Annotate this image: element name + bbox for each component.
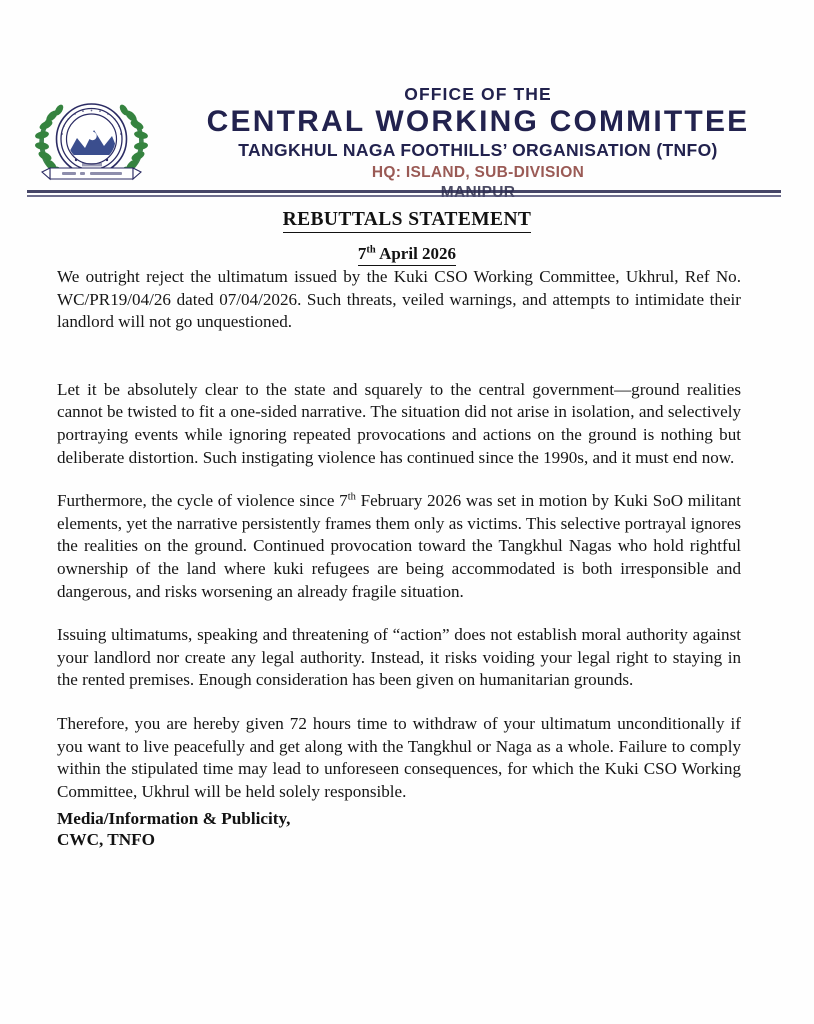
paragraph-3-lead: Furthermore, the cycle of violence since [57,491,340,511]
paragraph-5: Therefore, you are hereby given 72 hours time to withdraw of your ultimatum unconditionally if you want to live peacefully and get along with the Tangkhul or Naga as a whole. Failure to comply within the stipulated time may lead to unforeseen consequences, for which the Kuki CSO Working Committee, Ukhrul will be held solely responsible. [57,713,741,801]
paragraph-3 [57,490,741,603]
organisation-titles [160,84,796,203]
paragraph-4: Issuing ultimatums, speaking and threatening of “action” does not establish moral authority against your landlord nor create any legal authority. Instead, it risks voiding your legal right to staying in the rented premises. Enough consideration has been given on humanitarian grounds. [57,625,741,690]
header-divider [27,190,781,199]
paragraph-spacer-1 [57,469,741,490]
title-row [0,208,814,233]
letterhead [0,84,814,188]
date-row [0,239,814,265]
signoff-line-2: CWC, TNFO [57,830,156,849]
tnfo-emblem-logo [28,86,156,188]
paragraph-3-date-day: 7 [339,491,348,511]
divider-rule-thin [27,195,781,197]
document-date [358,244,456,265]
paragraph-spacer-3 [57,692,741,713]
paragraph-1: We outright reject the ultimatum issued by the Kuki CSO Working Committee, Ukhrul, Ref No. WC/PR19/04/26 dated 07/04/2026. Such threats, veiled warnings, and attempts to intimidate their landlord will not go unquestioned. [57,267,741,332]
date-day: 7 [357,244,367,264]
headquarters-line: HQ: ISLAND, SUB-DIVISION [371,164,585,182]
document-title-block [0,208,814,266]
signoff-block [57,808,290,850]
paragraph-spacer-2 [57,603,741,624]
central-working-committee-line: CENTRAL WORKING COMMITTEE [206,104,750,138]
office-of-the-line: OFFICE OF THE [404,84,552,104]
date-rest: April 2026 [375,244,457,264]
paragraph-3-date-ordinal: th [347,491,356,503]
paragraph-spacer-large [57,334,741,379]
date-ordinal-suffix: th [366,244,376,256]
paragraph-2: Let it be absolutely clear to the state and squarely to the central government—ground realities cannot be twisted to fit a one-sided narrative. The situation did not arise in isolation, and selectively portraying events while ignoring repeated provocations and actions on the ground is nothing but deliberate distortion. Such instigating violence has continued since the 1990s, and it must end now. [57,379,741,467]
divider-rule-thick [27,190,781,193]
emblem-graphic [28,86,156,188]
paragraph-3-rest: February 2026 was set in motion by Kuki SoO militant elements, yet the narrative persistently frames them only as victims. This selective portrayal ignores the realities on the ground. Continued provocation toward the Tangkhul Nagas who hold rightful ownership of the land where kuki refugees are being accommodated is both irresponsible and dangerous, and risks worsening an already fragile situation. [57,491,741,601]
organisation-name-line: TANGKHUL NAGA FOOTHILLS’ ORGANISATION (TNFO) [238,140,718,161]
signoff-line-1: Media/Information & Publicity, [57,809,291,828]
page-title: REBUTTALS STATEMENT [283,208,532,233]
document-body [57,266,741,803]
